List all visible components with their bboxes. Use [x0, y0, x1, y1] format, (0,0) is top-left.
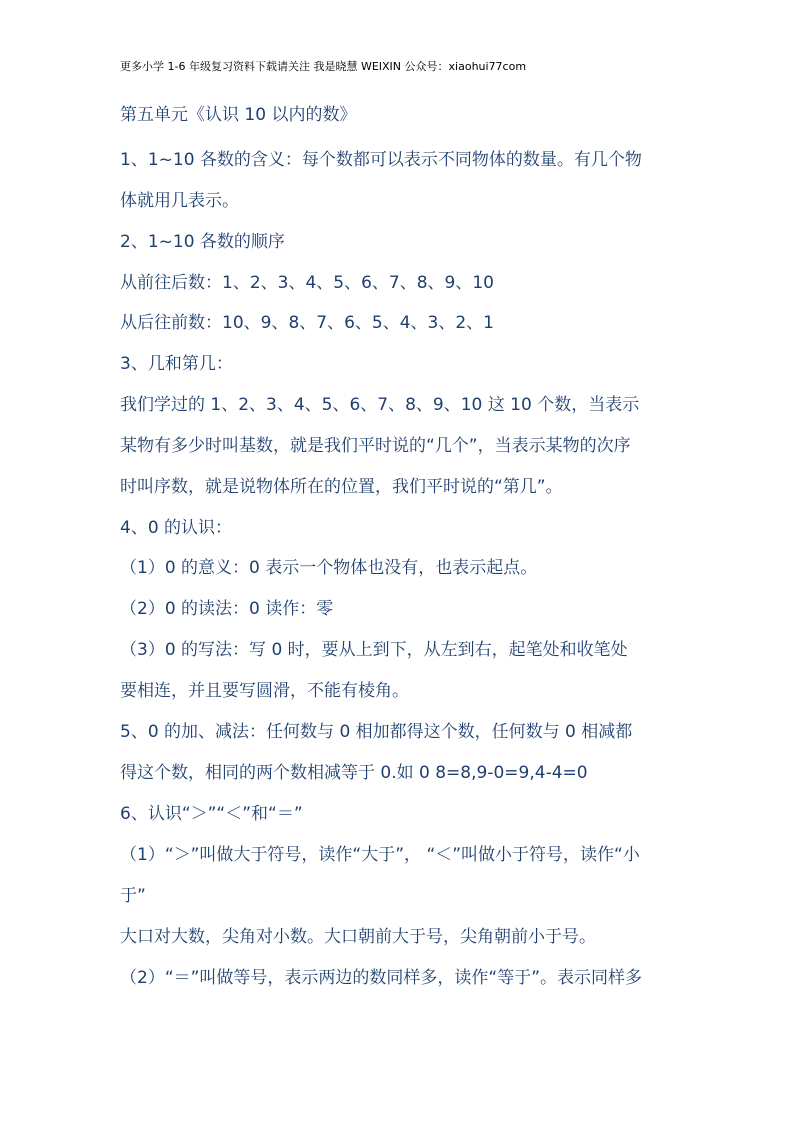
paragraph-line: 2、1~10 各数的顺序 [120, 232, 285, 252]
paragraph-line: 得这个数，相同的两个数相减等于 0.如 0 8=8,9-0=9,4-4=0 [120, 763, 588, 783]
paragraph-line: （1）“＞”叫做大于符号，读作“大于”， “＜”叫做小于符号，读作“小 [120, 845, 640, 865]
section-title: 第五单元《认识 10 以内的数》 [120, 105, 357, 125]
paragraph-line: 从后往前数：10、9、8、7、6、5、4、3、2、1 [120, 313, 494, 333]
paragraph-line: 于” [120, 886, 146, 906]
paragraph-line: （2）“＝”叫做等号，表示两边的数同样多，读作“等于”。表示同样多 [120, 968, 643, 988]
paragraph-line: 从前往后数：1、2、3、4、5、6、7、8、9、10 [120, 273, 494, 293]
paragraph-line: 5、0 的加、减法：任何数与 0 相加都得这个数，任何数与 0 相减都 [120, 722, 633, 742]
paragraph-line: 6、认识“＞”“＜”和“＝” [120, 804, 303, 824]
paragraph-line: 4、0 的认识： [120, 518, 233, 538]
paragraph-line: 体就用几表示。 [120, 191, 239, 211]
paragraph-line: 1、1~10 各数的含义：每个数都可以表示不同物体的数量。有几个物 [120, 150, 642, 170]
paragraph-line: 大口对大数，尖角对小数。大口朝前大于号，尖角朝前小于号。 [120, 927, 596, 947]
paragraph-line: （1）0 的意义：0 表示一个物体也没有，也表示起点。 [120, 558, 538, 578]
paragraph-line: （3）0 的写法：写 0 时，要从上到下，从左到右，起笔处和收笔处 [120, 640, 628, 660]
paragraph-line: 3、几和第几： [120, 354, 233, 374]
paragraph-line: 我们学过的 1、2、3、4、5、6、7、8、9、10 这 10 个数，当表示 [120, 395, 640, 415]
page-header: 更多小学 1-6 年级复习资料下载请关注 我是晓慧 WEIXIN 公众号：xiaohui77com [120, 60, 527, 73]
paragraph-line: 要相连，并且要写圆滑，不能有棱角。 [120, 681, 409, 701]
paragraph-line: 时叫序数，就是说物体所在的位置，我们平时说的“第几”。 [120, 477, 563, 497]
paragraph-line: 某物有多少时叫基数，就是我们平时说的“几个”，当表示某物的次序 [120, 436, 631, 456]
paragraph-line: （2）0 的读法：0 读作：零 [120, 599, 334, 619]
document-body [120, 102, 680, 988]
